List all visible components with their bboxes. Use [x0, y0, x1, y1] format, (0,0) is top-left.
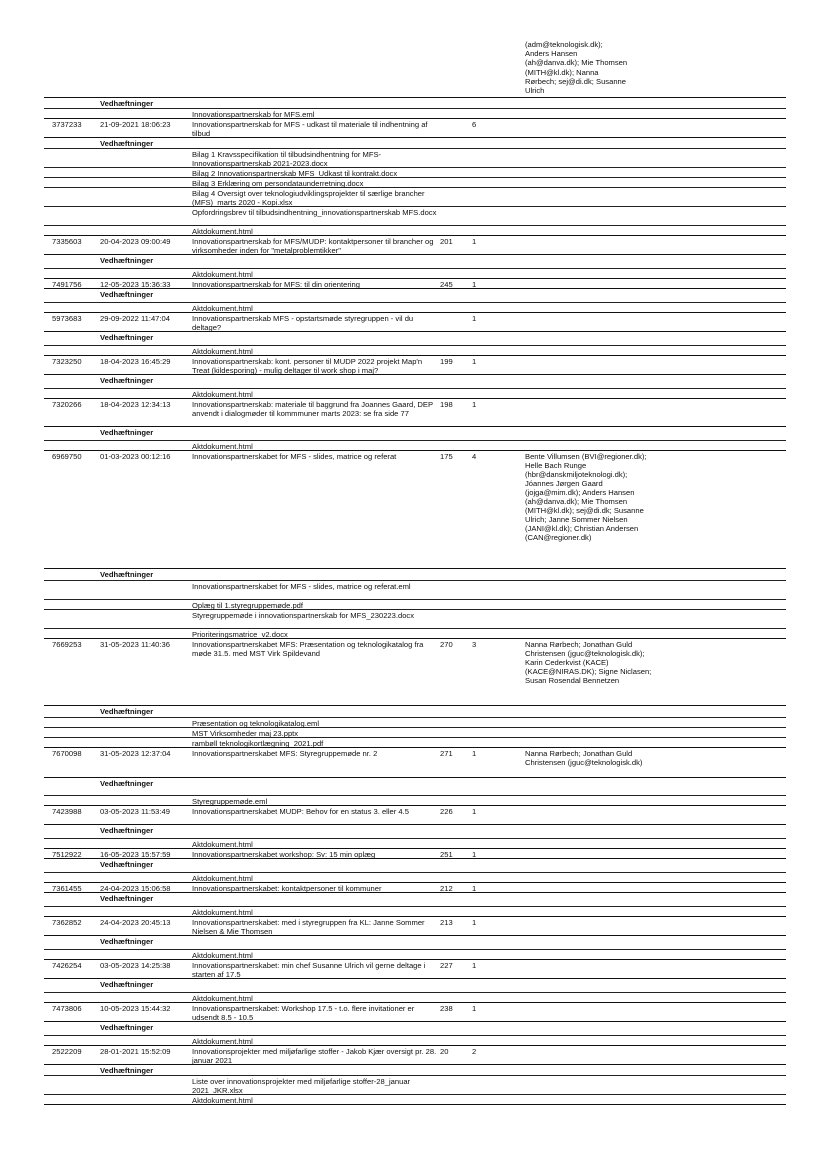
document-number: 20 — [440, 1047, 449, 1056]
attachments-header-row — [44, 892, 786, 906]
document-date: 10-05-2023 15:44:32 — [100, 1004, 171, 1013]
attachment-filename: Aktdokument.html — [192, 304, 253, 313]
attachment-filename: Opfordringsbrev til tilbudsindhentning_innovationspartnerskab MFS.docx — [192, 208, 437, 217]
document-number: 212 — [440, 884, 453, 893]
document-title: Innovationspartnerskabet: kontaktpersoner til kommuner — [192, 884, 382, 893]
document-title: Innovationspartnerskabet: Workshop 17.5 - t.o. flere invitationer er udsendt 8.5 - 10.5 — [192, 1004, 415, 1022]
top-recipients-continuation: (adm@teknologisk.dk); Anders Hansen (ah@danva.dk); Mie Thomsen (MITH@kl.dk); Nanna Rørbech; sej@di.dk; Susanne Ulrich — [525, 40, 628, 96]
attachments-header-row — [44, 935, 786, 949]
attachment-row — [44, 1035, 786, 1045]
attachment-filename: Prioriteringsmatrice_v2.docx — [192, 630, 288, 639]
attachment-count: 1 — [472, 237, 477, 246]
document-id: 6969750 — [52, 452, 82, 461]
attachment-row — [44, 1075, 786, 1094]
attachments-label: Vedhæftninger — [100, 290, 154, 299]
attachments-label: Vedhæftninger — [100, 99, 154, 108]
document-row — [44, 916, 786, 935]
document-date: 21-09-2021 18:06:23 — [100, 120, 171, 129]
attachment-row — [44, 108, 786, 118]
document-title: Innovationspartnerskabet: min chef Susanne Ulrich vil gerne deltage i starten af 17.5 — [192, 961, 426, 979]
document-date: 31-05-2023 12:37:04 — [100, 749, 171, 758]
document-id: 7362852 — [52, 918, 82, 927]
attachments-label: Vedhæftninger — [100, 428, 154, 437]
attachment-row — [44, 187, 786, 206]
attachment-filename: Bilag 3 Erklæring om persondataunderretning.docx — [192, 179, 364, 188]
attachment-count: 2 — [472, 1047, 477, 1056]
attachment-count: 1 — [472, 961, 477, 970]
attachments-label: Vedhæftninger — [100, 376, 154, 385]
document-title: Innovationspartnerskabet MFS: Styregruppemøde nr. 2 — [192, 749, 378, 758]
attachments-label: Vedhæftninger — [100, 570, 154, 579]
attachment-filename: Innovationspartnerskabet for MFS - slides, matrice og referat.eml — [192, 582, 411, 591]
document-id: 7670098 — [52, 749, 82, 758]
document-id: 7491756 — [52, 280, 82, 289]
document-date: 03-05-2023 14:25:38 — [100, 961, 171, 970]
attachments-header-row — [44, 978, 786, 992]
document-number: 238 — [440, 1004, 453, 1013]
attachment-row — [44, 727, 786, 737]
document-id: 7423988 — [52, 807, 82, 816]
attachment-row — [44, 345, 786, 355]
document-title: Innovationspartnerskabet MFS: Præsentation og teknologikatalog fra møde 31.5. med MST Virk Spildevand — [192, 640, 424, 658]
attachment-row — [44, 302, 786, 312]
document-date: 24-04-2023 15:06:58 — [100, 884, 171, 893]
attachments-label: Vedhæftninger — [100, 256, 154, 265]
attachment-row — [44, 167, 786, 177]
document-date: 29-09-2022 11:47:04 — [100, 314, 170, 323]
attachment-row — [44, 225, 786, 235]
attachments-label: Vedhæftninger — [100, 860, 154, 869]
attachment-filename: Bilag 4 Oversigt over teknologiudviklingsprojekter til særlige brancher (MFS)_marts 2020 - Kopi.xlsx — [192, 189, 425, 207]
attachment-filename: Aktdokument.html — [192, 840, 253, 849]
document-number: 199 — [440, 357, 453, 366]
attachment-filename: Aktdokument.html — [192, 951, 253, 960]
attachment-filename: Aktdokument.html — [192, 442, 253, 451]
attachment-count: 4 — [472, 452, 477, 461]
document-number: 201 — [440, 237, 453, 246]
document-row — [44, 235, 786, 254]
attachments-label: Vedhæftninger — [100, 1066, 154, 1075]
attachment-filename: Oplæg til 1.styregruppemøde.pdf — [192, 601, 304, 610]
document-row — [44, 848, 786, 858]
document-row — [44, 398, 786, 426]
attachments-header-row — [44, 1021, 786, 1035]
attachment-count: 1 — [472, 850, 477, 859]
attachments-header-row — [44, 97, 786, 108]
document-recipients: Bente Villumsen (BVI@regioner.dk); Helle Bach Runge (hbr@danskmiljoteknologi.dk); Jóannes Jørgen Gaard (jojga@mim.dk); Anders Hansen (ah@danva.dk); Mie Thomsen (MITH@kl.dk); sej@di.dk; Susanne Ulrich; Janne Sommer Nielsen (JANI@kl.dk); Christian Andersen (CAN@regioner.dk) — [525, 452, 647, 542]
document-row — [44, 805, 786, 824]
attachment-filename: Liste over innovationsprojekter med miljøfarlige stoffer-28_januar 2021_JKR.xlsx — [192, 1077, 411, 1095]
attachment-count: 1 — [472, 280, 477, 289]
attachment-count: 1 — [472, 807, 477, 816]
attachment-filename: Styregruppemøde.eml — [192, 797, 268, 806]
attachments-label: Vedhæftninger — [100, 826, 154, 835]
attachments-header-row — [44, 254, 786, 268]
document-number: 198 — [440, 400, 453, 409]
document-date: 16-05-2023 15:57:59 — [100, 850, 171, 859]
attachments-label: Vedhæftninger — [100, 937, 154, 946]
document-id: 7361455 — [52, 884, 82, 893]
attachment-row — [44, 838, 786, 848]
document-title: Innovationsprojekter med miljøfarlige stoffer - Jakob Kjær oversigt pr. 28. januar 2021 — [192, 1047, 437, 1065]
attachments-label: Vedhæftninger — [100, 779, 154, 788]
attachment-count: 1 — [472, 400, 477, 409]
attachment-count: 1 — [472, 884, 477, 893]
document-number: 227 — [440, 961, 453, 970]
attachment-row — [44, 795, 786, 805]
attachments-label: Vedhæftninger — [100, 980, 154, 989]
document-number: 270 — [440, 640, 453, 649]
document-row — [44, 450, 786, 568]
attachment-row — [44, 1094, 786, 1104]
document-title: Innovationspartnerskabet for MFS - slides, matrice og referat — [192, 452, 397, 461]
attachments-header-row — [44, 331, 786, 345]
document-row — [44, 1002, 786, 1021]
document-row — [44, 1045, 786, 1064]
attachment-row — [44, 206, 786, 225]
attachment-filename: Aktdokument.html — [192, 1096, 253, 1105]
document-id: 7426254 — [52, 961, 82, 970]
document-number: 251 — [440, 850, 453, 859]
attachment-row — [44, 992, 786, 1002]
attachment-filename: Innovationspartnerskab for MFS.eml — [192, 110, 315, 119]
attachments-header-row — [44, 568, 786, 580]
document-number: 213 — [440, 918, 453, 927]
attachment-row — [44, 148, 786, 167]
document-row — [44, 355, 786, 374]
document-title: Innovationspartnerskabet: med i styregruppen fra KL: Janne Sommer Nielsen & Mie Thomsen — [192, 918, 425, 936]
document-date: 20-04-2023 09:00:49 — [100, 237, 171, 246]
document-id: 7323250 — [52, 357, 82, 366]
attachment-filename: Aktdokument.html — [192, 874, 253, 883]
attachment-row — [44, 906, 786, 916]
document-date: 18-04-2023 16:45:29 — [100, 357, 171, 366]
attachment-count: 1 — [472, 749, 477, 758]
attachments-header-row — [44, 777, 786, 795]
document-id: 7320266 — [52, 400, 82, 409]
attachment-row — [44, 717, 786, 727]
document-date: 18-04-2023 12:34:13 — [100, 400, 171, 409]
attachments-header-row — [44, 705, 786, 717]
attachments-header-row — [44, 426, 786, 440]
document-id: 7335603 — [52, 237, 82, 246]
document-date: 28-01-2021 15:52:09 — [100, 1047, 171, 1056]
attachment-filename: Præsentation og teknologikatalog.eml — [192, 719, 320, 728]
attachments-label: Vedhæftninger — [100, 1023, 154, 1032]
document-row — [44, 747, 786, 777]
document-id: 3737233 — [52, 120, 82, 129]
attachment-count: 1 — [472, 918, 477, 927]
document-row — [44, 959, 786, 978]
document-title: Innovationspartnerskab for MFS - udkast til materiale til indhentning af tilbud — [192, 120, 428, 138]
attachment-filename: Aktdokument.html — [192, 270, 253, 279]
attachment-filename: Bilag 1 Kravsspecifikation til tilbudsindhentning for MFS-Innovationspartnerskab 2021-2023.docx — [192, 150, 382, 168]
document-recipients: Nanna Rørbech; Jonathan Guld Christensen (jguc@teknologisk.dk) — [525, 749, 643, 767]
document-row — [44, 882, 786, 892]
attachments-header-row — [44, 374, 786, 388]
document-id: 2522209 — [52, 1047, 82, 1056]
attachment-filename: Aktdokument.html — [192, 347, 253, 356]
document-list — [44, 97, 786, 1105]
document-id: 7473806 — [52, 1004, 82, 1013]
attachment-count: 1 — [472, 1004, 477, 1013]
attachment-row — [44, 609, 786, 628]
attachments-label: Vedhæftninger — [100, 707, 154, 716]
attachment-row — [44, 580, 786, 599]
attachment-row — [44, 949, 786, 959]
document-number: 226 — [440, 807, 453, 816]
attachment-row — [44, 737, 786, 747]
document-title: Innovationspartnerskabet workshop: Sv: 15 min oplæg — [192, 850, 376, 859]
attachments-label: Vedhæftninger — [100, 139, 154, 148]
document-row — [44, 312, 786, 331]
attachment-filename: MST Virksomheder maj 23.pptx — [192, 729, 299, 738]
attachment-row — [44, 177, 786, 187]
attachment-filename: Aktdokument.html — [192, 390, 253, 399]
document-title: Innovationspartnerskab: materiale til baggrund fra Joannes Gaard, DEP anvendt i dialogmøder til kommmuner marts 2023: se fra side 77 — [192, 400, 433, 418]
attachment-row — [44, 599, 786, 609]
attachment-filename: Aktdokument.html — [192, 1037, 253, 1046]
document-date: 24-04-2023 20:45:13 — [100, 918, 171, 927]
attachments-header-row — [44, 824, 786, 838]
attachment-row — [44, 268, 786, 278]
attachments-header-row — [44, 288, 786, 302]
attachment-filename: rambøll teknologikortlægning_2021.pdf — [192, 739, 324, 748]
document-date: 01-03-2023 00:12:16 — [100, 452, 171, 461]
attachment-filename: Aktdokument.html — [192, 994, 253, 1003]
document-row — [44, 278, 786, 288]
attachment-row — [44, 628, 786, 638]
document-id: 7669253 — [52, 640, 82, 649]
attachment-row — [44, 872, 786, 882]
attachment-count: 1 — [472, 314, 477, 323]
attachment-count: 3 — [472, 640, 477, 649]
attachment-filename: Aktdokument.html — [192, 227, 253, 236]
document-date: 31-05-2023 11:40:36 — [100, 640, 170, 649]
attachments-header-row — [44, 858, 786, 872]
document-number: 175 — [440, 452, 453, 461]
document-row — [44, 638, 786, 705]
document-recipients: Nanna Rørbech; Jonathan Guld Christensen (jguc@teknologisk.dk); Karin Cederkvist (KACE) (KACE@NIRAS.DK); Signe Niclasen; Susan Rosendal Bennetzen — [525, 640, 652, 685]
document-date: 12-05-2023 15:36:33 — [100, 280, 171, 289]
document-title: Innovationspartnerskab MFS - opstartsmøde styregruppen - vil du deltage? — [192, 314, 414, 332]
document-id: 5973683 — [52, 314, 82, 323]
attachment-count: 6 — [472, 120, 477, 129]
attachments-label: Vedhæftninger — [100, 333, 154, 342]
attachment-filename: Aktdokument.html — [192, 908, 253, 917]
document-row — [44, 118, 786, 137]
document-date: 03-05-2023 11:53:49 — [100, 807, 170, 816]
attachment-filename: Bilag 2 Innovationspartnerskab MFS_Udkast til kontrakt.docx — [192, 169, 398, 178]
attachments-header-row — [44, 137, 786, 148]
document-number: 271 — [440, 749, 453, 758]
document-title: Innovationspartnerskab for MFS/MUDP: kontaktpersoner til brancher og virksomheder inden for "metalproblemtikker" — [192, 237, 434, 255]
document-title: Innovationspartnerskab for MFS: til din orientering — [192, 280, 360, 289]
document-id: 7512922 — [52, 850, 82, 859]
attachment-row — [44, 388, 786, 398]
document-number: 245 — [440, 280, 453, 289]
attachments-label: Vedhæftninger — [100, 894, 154, 903]
document-title: Innovationspartnerskabet MUDP: Behov for en status 3. eller 4.5 — [192, 807, 409, 816]
attachment-count: 1 — [472, 357, 477, 366]
attachment-filename: Styregruppemøde i innovationspartnerskab for MFS_230223.docx — [192, 611, 415, 620]
attachments-header-row — [44, 1064, 786, 1075]
attachment-row — [44, 440, 786, 450]
document-title: Innovationspartnerskab: kont. personer til MUDP 2022 projekt Map'n Treat (kildesporing) - mulig deltager til work shop i maj? — [192, 357, 423, 375]
